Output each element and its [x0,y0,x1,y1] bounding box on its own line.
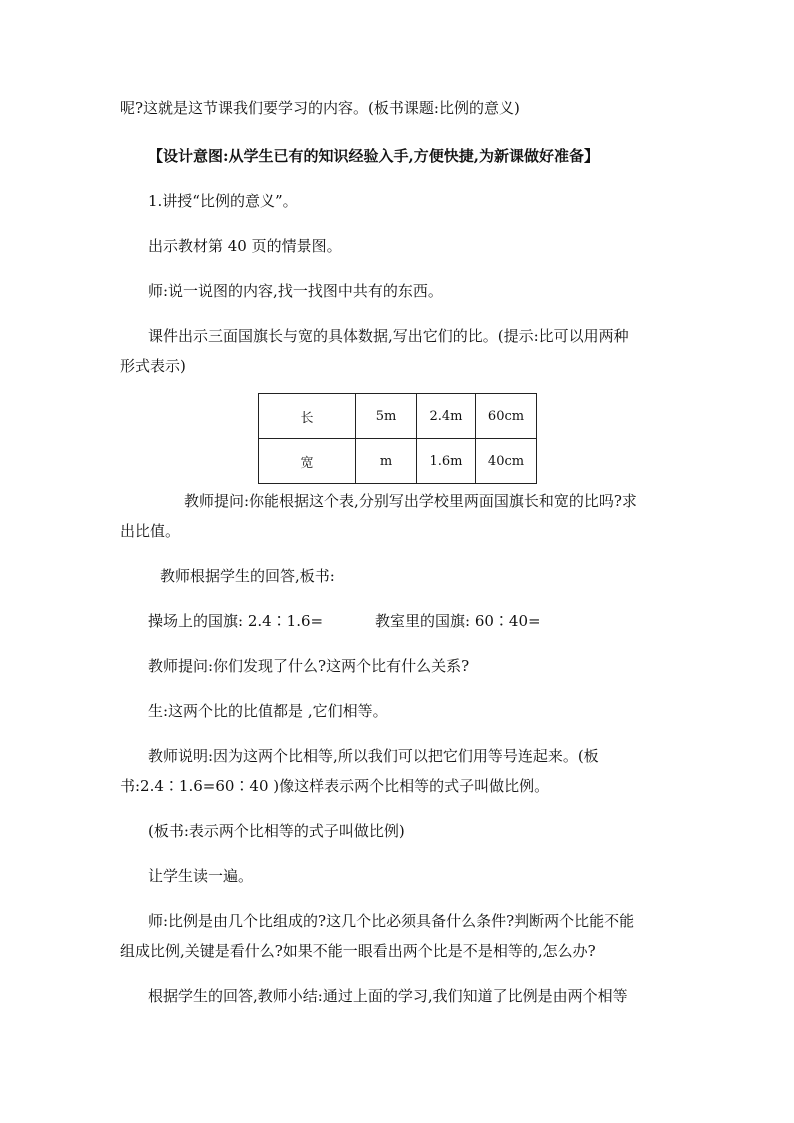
table-cell: 长 [259,394,356,439]
text-line-1: 呢?这就是这节课我们要学习的内容。(板书课题:比例的意义) [120,99,520,117]
text-line-7: 形式表示) [120,357,186,375]
text-line-8: 教师提问:你能根据这个表,分别写出学校里两面国旗长和宽的比吗?求 [184,492,637,510]
table-row-width [259,439,537,484]
table-cell: m [356,439,417,484]
playground-flag-ratio: 操场上的国旗: 2.4∶1.6= [148,612,324,630]
text-line-4: 出示教材第 40 页的情景图。 [148,237,342,255]
table-row-length [259,394,537,439]
design-intent-note: 【设计意图:从学生已有的知识经验入手,方便快捷,为新课做好准备】 [148,147,599,165]
table-cell: 5m [356,394,417,439]
table-cell: 60cm [476,394,537,439]
text-line-9: 出比值。 [120,522,181,540]
text-line-12: 教师提问:你们发现了什么?这两个比有什么关系? [148,657,470,675]
text-line-17: 让学生读一遍。 [148,867,254,885]
table-cell: 宽 [259,439,356,484]
table-cell: 2.4m [417,394,476,439]
text-line-13: 生:这两个比的比值都是 ,它们相等。 [148,702,388,720]
text-line-15: 书:2.4∶1.6=60∶40 )像这样表示两个比相等的式子叫做比例。 [120,777,550,795]
text-line-5: 师:说一说图的内容,找一找图中共有的东西。 [148,282,443,300]
text-line-20: 根据学生的回答,教师小结:通过上面的学习,我们知道了比例是由两个相等 [148,987,628,1005]
text-line-19: 组成比例,关键是看什么?如果不能一眼看出两个比是不是相等的,怎么办? [120,942,596,960]
text-line-18: 师:比例是由几个比组成的?这几个比必须具备什么条件?判断两个比能不能 [148,912,635,930]
table-cell: 1.6m [417,439,476,484]
flag-dimensions-table [258,393,537,484]
table-cell: 40cm [476,439,537,484]
text-line-6: 课件出示三面国旗长与宽的具体数据,写出它们的比。(提示:比可以用两种 [148,327,629,345]
classroom-flag-ratio: 教室里的国旗: 60∶40= [375,612,541,630]
text-line-14: 教师说明:因为这两个比相等,所以我们可以把它们用等号连起来。(板 [148,747,599,765]
text-line-16: (板书:表示两个比相等的式子叫做比例) [148,822,405,840]
text-line-10: 教师根据学生的回答,板书: [160,567,335,585]
section-heading: 1.讲授“比例的意义”。 [148,192,298,210]
